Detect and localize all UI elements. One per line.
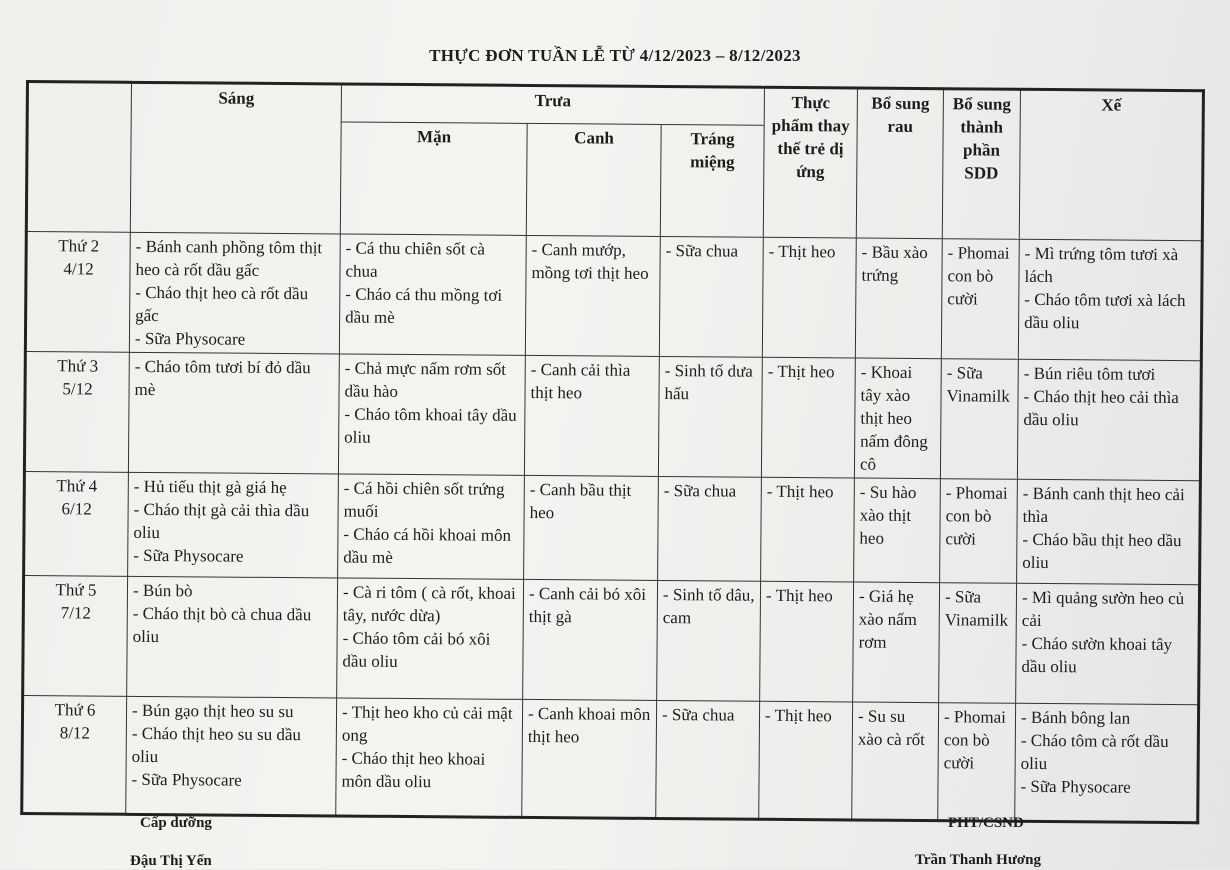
header-trang-mieng: Tráng miệng xyxy=(660,124,764,237)
menu-item-line: - Cá hồi chiên sốt trứng muối xyxy=(343,478,505,521)
menu-item-line: - Cháo thịt heo su su dầu oliu xyxy=(131,723,301,767)
menu-item-line: - Giá hẹ xào nấm rơm xyxy=(858,586,917,652)
menu-item-line: - Thịt heo xyxy=(764,705,832,726)
menu-item-line: - Canh bầu thịt heo xyxy=(529,479,632,523)
cell-canh xyxy=(524,475,659,580)
menu-item-line: - Bánh canh thịt heo cải thìa xyxy=(1022,483,1185,527)
header-man: Mặn xyxy=(340,122,527,235)
menu-item-line: - Sữa chua xyxy=(665,241,739,261)
menu-row xyxy=(25,232,1202,361)
header-sang: Sáng xyxy=(130,82,341,234)
menu-item-line: - Sữa Physocare xyxy=(134,328,246,349)
menu-item-line: - Cháo cá thu mồng tơi dầu mè xyxy=(345,284,503,327)
menu-item-line: - Cháo cá hồi khoai môn dầu mè xyxy=(343,524,512,567)
cell-rau xyxy=(854,358,941,479)
weekly-menu-table xyxy=(20,80,1205,824)
cell-canh xyxy=(522,699,657,818)
menu-item-line: - Sữa chua xyxy=(663,481,737,501)
signature-role-left: Cấp dưỡng xyxy=(140,815,212,831)
menu-row xyxy=(24,471,1201,584)
menu-item-line: - Hủ tiếu thịt gà giá hẹ xyxy=(133,476,287,498)
cell-sang xyxy=(128,352,339,474)
cell-rau xyxy=(855,238,942,359)
menu-item-line: - Phomai con bò cười xyxy=(945,483,1008,549)
menu-item-line: - Sinh tố dâu, cam xyxy=(662,585,755,628)
header-day-corner xyxy=(26,82,131,233)
menu-item-line: - Canh cải bó xôi thịt gà xyxy=(528,583,647,627)
menu-item-line: - Sữa Vinamilk xyxy=(946,363,1010,406)
cell-xe xyxy=(1017,359,1201,480)
cell-trang-mieng xyxy=(658,356,762,477)
cell-sang xyxy=(127,576,338,698)
day-date: 6/12 xyxy=(61,499,92,519)
day-date: 7/12 xyxy=(60,603,91,623)
cell-thuc-pham xyxy=(760,581,854,702)
cell-sang xyxy=(128,472,339,578)
cell-thuc-pham xyxy=(759,701,853,820)
menu-item-line: - Thịt heo xyxy=(767,361,835,382)
menu-row xyxy=(24,352,1201,481)
page-title: THỰC ĐƠN TUẦN LỄ TỪ 4/12/2023 – 8/12/2023 xyxy=(429,46,801,65)
cell-man xyxy=(339,234,526,355)
menu-item-line: - Sữa Vinamilk xyxy=(944,587,1009,630)
cell-sang xyxy=(129,232,340,354)
menu-item-line: - Sữa Physocare xyxy=(1020,776,1131,797)
menu-item-line: - Canh cải thìa thịt heo xyxy=(530,359,631,403)
day-day: Thứ 6 xyxy=(54,700,96,720)
menu-item-line: - Sữa Physocare xyxy=(133,545,244,566)
cell-sdd xyxy=(940,359,1018,480)
cell-trang-mieng xyxy=(656,700,760,819)
cell-thuc-pham xyxy=(762,237,856,358)
menu-item-line: - Cháo tôm tươi bí đỏ dầu mè xyxy=(134,356,311,400)
menu-item-line: - Su su xào cà rốt xyxy=(857,706,925,750)
menu-item-line: - Cháo tôm tươi xà lách dầu oliu xyxy=(1024,289,1186,333)
menu-item-line: - Cháo thịt heo cải thìa dầu oliu xyxy=(1023,386,1179,430)
cell-canh xyxy=(525,235,660,356)
day-cell xyxy=(24,471,129,576)
menu-item-line: - Cá thu chiên sốt cà chua xyxy=(345,238,486,281)
cell-xe xyxy=(1017,479,1201,584)
menu-item-line: - Cháo tôm cải bó xôi dầu oliu xyxy=(342,628,491,671)
cell-man xyxy=(336,698,523,817)
day-cell xyxy=(22,695,127,814)
cell-thuc-pham xyxy=(761,357,855,478)
cell-trang-mieng xyxy=(659,236,763,357)
menu-item-line: - Bầu xào trứng xyxy=(861,242,928,285)
menu-item-line: - Sữa chua xyxy=(661,705,735,725)
day-cell xyxy=(24,352,129,473)
day-day: Thứ 3 xyxy=(57,356,99,376)
cell-man xyxy=(337,578,524,699)
menu-item-line: - Canh mướp, mồng tơi thịt heo xyxy=(531,239,649,283)
day-day: Thứ 4 xyxy=(56,476,98,496)
menu-item-line: - Chả mực nấm rơm sốt dầu hào xyxy=(344,358,507,401)
menu-item-line: - Mì quảng sườn heo củ cải xyxy=(1021,587,1185,630)
cell-sdd xyxy=(938,703,1016,822)
signature-name-right: Trần Thanh Hương xyxy=(915,852,1041,868)
header-trua: Trưa xyxy=(341,84,764,125)
menu-item-line: - Thịt heo kho củ cải mật ong xyxy=(341,702,513,745)
menu-row xyxy=(23,575,1200,704)
menu-item-line: - Bánh canh phồng tôm thịt heo cà rốt dầu gấc xyxy=(135,236,323,280)
day-day: Thứ 5 xyxy=(55,580,97,600)
cell-man xyxy=(338,354,525,475)
menu-row xyxy=(22,695,1199,822)
cell-sdd xyxy=(941,239,1019,360)
menu-item-line: - Cháo bầu thịt heo dầu oliu xyxy=(1022,529,1182,573)
menu-item-line: - Mì trứng tôm tươi xà lách xyxy=(1024,243,1179,287)
menu-item-line: - Phomai con bò cười xyxy=(947,243,1010,309)
header-thuc-pham: Thực phẩm thay thế trẻ dị ứng xyxy=(763,87,857,238)
day-date: 5/12 xyxy=(62,379,93,399)
menu-item-line: - Bún gạo thịt heo su su xyxy=(131,700,294,722)
cell-trang-mieng xyxy=(657,580,761,701)
menu-item-line: - Cháo tôm khoai tây dầu oliu xyxy=(344,404,517,447)
menu-item-line: - Thịt heo xyxy=(768,241,836,262)
cell-sdd xyxy=(939,583,1017,704)
day-cell xyxy=(25,232,130,353)
menu-item-line: - Cháo thịt bò cà chua dầu oliu xyxy=(132,603,312,647)
cell-canh xyxy=(523,579,658,700)
menu-item-line: - Bún riêu tôm tươi xyxy=(1023,363,1156,384)
day-cell xyxy=(23,575,128,696)
menu-item-line: - Cháo tôm cà rốt dầu oliu xyxy=(1020,730,1169,774)
cell-thuc-pham xyxy=(761,477,855,582)
header-canh: Canh xyxy=(526,123,661,236)
menu-item-line: - Bánh bông lan xyxy=(1020,707,1131,728)
header-bo-sung-rau: Bổ sung rau xyxy=(856,88,943,239)
menu-item-line: - Khoai tây xào thịt heo nấm đông cô xyxy=(859,362,928,474)
menu-item-line: - Thịt heo xyxy=(765,585,833,606)
menu-item-line: - Sữa Physocare xyxy=(131,769,242,790)
cell-sdd xyxy=(940,479,1018,584)
menu-item-line: - Canh khoai môn thịt heo xyxy=(527,703,651,747)
cell-trang-mieng xyxy=(658,476,762,581)
cell-sang xyxy=(126,696,337,816)
cell-rau xyxy=(854,478,941,583)
cell-xe xyxy=(1018,239,1202,360)
menu-item-line: - Su hào xào thịt heo xyxy=(859,482,917,548)
menu-item-line: - Phomai con bò cười xyxy=(943,707,1006,773)
cell-xe xyxy=(1015,703,1199,822)
header-bo-sung-sdd: Bổ sung thành phần SDD xyxy=(942,89,1020,240)
day-date: 4/12 xyxy=(63,259,94,279)
day-day: Thứ 2 xyxy=(58,236,100,256)
menu-item-line: - Sinh tố dưa hấu xyxy=(664,361,753,404)
menu-item-line: - Cà ri tôm ( cà rốt, khoai tây, nước dừa) xyxy=(342,582,516,626)
cell-rau xyxy=(852,702,939,821)
day-date: 8/12 xyxy=(59,723,91,743)
cell-man xyxy=(338,474,525,579)
cell-canh xyxy=(524,355,659,476)
cell-rau xyxy=(853,582,940,703)
menu-item-line: - Thịt heo xyxy=(766,481,834,502)
menu-item-line: - Bún bò xyxy=(132,580,193,601)
menu-item-line: - Cháo thịt heo cà rốt dầu gấc xyxy=(135,282,309,326)
signature-name-left: Đậu Thị Yến xyxy=(130,853,212,869)
menu-item-line: - Cháo sườn khoai tây dầu oliu xyxy=(1021,633,1173,677)
signature-role-right: PHT/CSND xyxy=(948,815,1024,831)
cell-xe xyxy=(1016,583,1200,704)
header-xe: Xế xyxy=(1019,89,1203,240)
menu-item-line: - Cháo thịt heo khoai môn dầu oliu xyxy=(341,748,486,792)
menu-item-line: - Cháo thịt gà cải thìa dầu oliu xyxy=(133,499,310,543)
